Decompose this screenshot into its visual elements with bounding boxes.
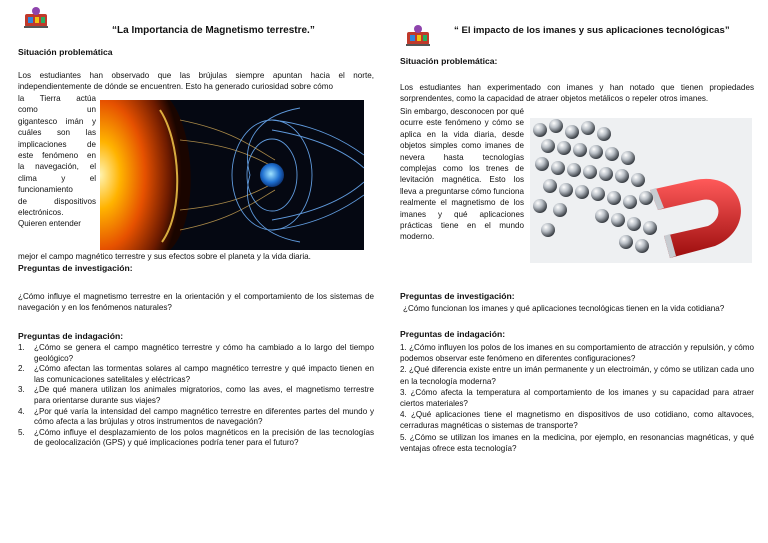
wrap-line: la navegación, el <box>18 162 96 172</box>
school-logo-icon <box>22 6 50 30</box>
question-text: ¿De qué manera utilizan los animales migratorios, como las aves, el magnetismo terrestre para orientarse durante sus viajes? <box>34 385 374 405</box>
wrap-line: funcionamiento <box>18 185 73 195</box>
wrap-line: Quieren entender <box>18 219 81 229</box>
wrap-line: cuáles son las <box>18 128 96 138</box>
wrap-line: electrónicos. <box>18 208 64 218</box>
list-item <box>18 407 374 428</box>
wrap-line: gigantesco imán y <box>18 116 96 126</box>
wrap-line: clima y el <box>18 173 96 183</box>
wrap-text-block <box>18 93 98 230</box>
list-item: 1. ¿Cómo influyen los polos de los imanes en su comportamiento de atracción y repulsión, y cómo podemos observar este fenómeno en diferentes configuraciones? <box>400 343 754 364</box>
inquiry-question-list <box>400 342 754 454</box>
inquiry-question-list <box>18 343 374 449</box>
question-number: 1. <box>18 343 25 352</box>
list-item: 2. ¿Qué diferencia existe entre un imán permanente y un electroimán, y cómo se utilizan cada uno en la tecnología moderna? <box>400 365 754 386</box>
wrap-line: de dispositivos <box>18 196 96 206</box>
wrap-line: implicaciones de <box>18 139 96 149</box>
list-item <box>18 343 374 364</box>
wrap-line: la Tierra actúa <box>18 94 96 103</box>
left-worksheet <box>14 0 374 543</box>
situation-heading: Situación problemática: <box>400 56 498 66</box>
question-number: 5. <box>18 427 25 437</box>
wrap-text-block: Sin embargo, desconocen por qué ocurre este fenómeno y cómo se aplica en la vida diaria, desde objetos simples como imanes de nevera hasta tecnologías complejas como los trenes de levitación magnética. Esto los lleva a preguntarse cómo funciona realmente el magnetismo de los imanes y qué aplicaciones prácticas tiene en el mundo moderno. <box>400 107 524 242</box>
intro-paragraph: Los estudiantes han experimentado con imanes y han notado que tienen propiedades sorprendentes, como la capacidad de atraer objetos metálicos o repeler otros imanes. <box>400 83 754 104</box>
intro-paragraph: Los estudiantes han observado que las brújulas siempre apuntan hacia el norte, independientemente de dónde se encuentren. Esto ha generado curiosidad sobre cómo <box>18 71 374 92</box>
question-number: 3. <box>18 385 25 395</box>
question-text: ¿Cómo afectan las tormentas solares al campo magnético terrestre y qué impacto tienen en las comunicaciones satelitales y eléctricas? <box>34 364 374 384</box>
list-item <box>18 364 374 385</box>
page-title: “ El impacto de los imanes y sus aplicaciones tecnológicas” <box>454 25 730 36</box>
after-image-text: mejor el campo magnético terrestre y sus efectos sobre el planeta y la vida diaria. <box>18 252 311 261</box>
list-item <box>18 428 374 449</box>
page-title: “La Importancia de Magnetismo terrestre.” <box>112 25 315 36</box>
question-text: ¿Cómo influye el desplazamiento de los polos magnéticos en la precisión de las tecnologías de geolocalización (GPS) y qué implicaciones podría tener para el futuro? <box>34 427 374 448</box>
question-number: 4. <box>18 406 25 416</box>
research-heading: Preguntas de investigación: <box>400 291 515 301</box>
earth-magnetosphere-image <box>100 100 364 250</box>
school-logo-icon <box>404 24 432 48</box>
question-number: 2. <box>18 364 25 374</box>
magnet-image <box>530 118 752 263</box>
right-worksheet <box>398 0 754 543</box>
list-item: 5. ¿Cómo se utilizan los imanes en la medicina, por ejemplo, en resonancias magnéticas, y qué ventajas ofrece esta tecnología? <box>400 432 754 453</box>
wrap-line: como un <box>18 105 96 115</box>
research-heading: Preguntas de investigación: <box>18 263 133 273</box>
inquiry-heading: Preguntas de indagación: <box>18 331 124 341</box>
research-question: ¿Cómo funcionan los imanes y qué aplicaciones tecnológicas tienen en la vida cotidiana? <box>403 304 725 313</box>
question-text: ¿Por qué varía la intensidad del campo magnético terrestre en diferentes partes del mundo y cómo afecta a las brújulas y otros instrumentos de navegación? <box>34 406 374 427</box>
list-item: 4. ¿Qué aplicaciones tiene el magnetismo en dispositivos de uso cotidiano, como altavoces, cerraduras magnéticas o sistemas de transporte? <box>400 410 754 431</box>
research-question: ¿Cómo influye el magnetismo terrestre en la orientación y el comportamiento de los sistemas de navegación y en los fenómenos naturales? <box>18 292 374 313</box>
question-text: ¿Cómo se genera el campo magnético terrestre y cómo ha cambiado a lo largo del tiempo geológico? <box>34 343 374 363</box>
inquiry-heading: Preguntas de indagación: <box>400 329 506 339</box>
situation-heading: Situación problemática <box>18 47 113 57</box>
wrap-line: este fenómeno en <box>18 151 96 161</box>
list-item: 3. ¿Cómo afecta la temperatura al comportamiento de los imanes y su capacidad para atraer ciertos materiales? <box>400 387 754 409</box>
list-item <box>18 385 374 406</box>
